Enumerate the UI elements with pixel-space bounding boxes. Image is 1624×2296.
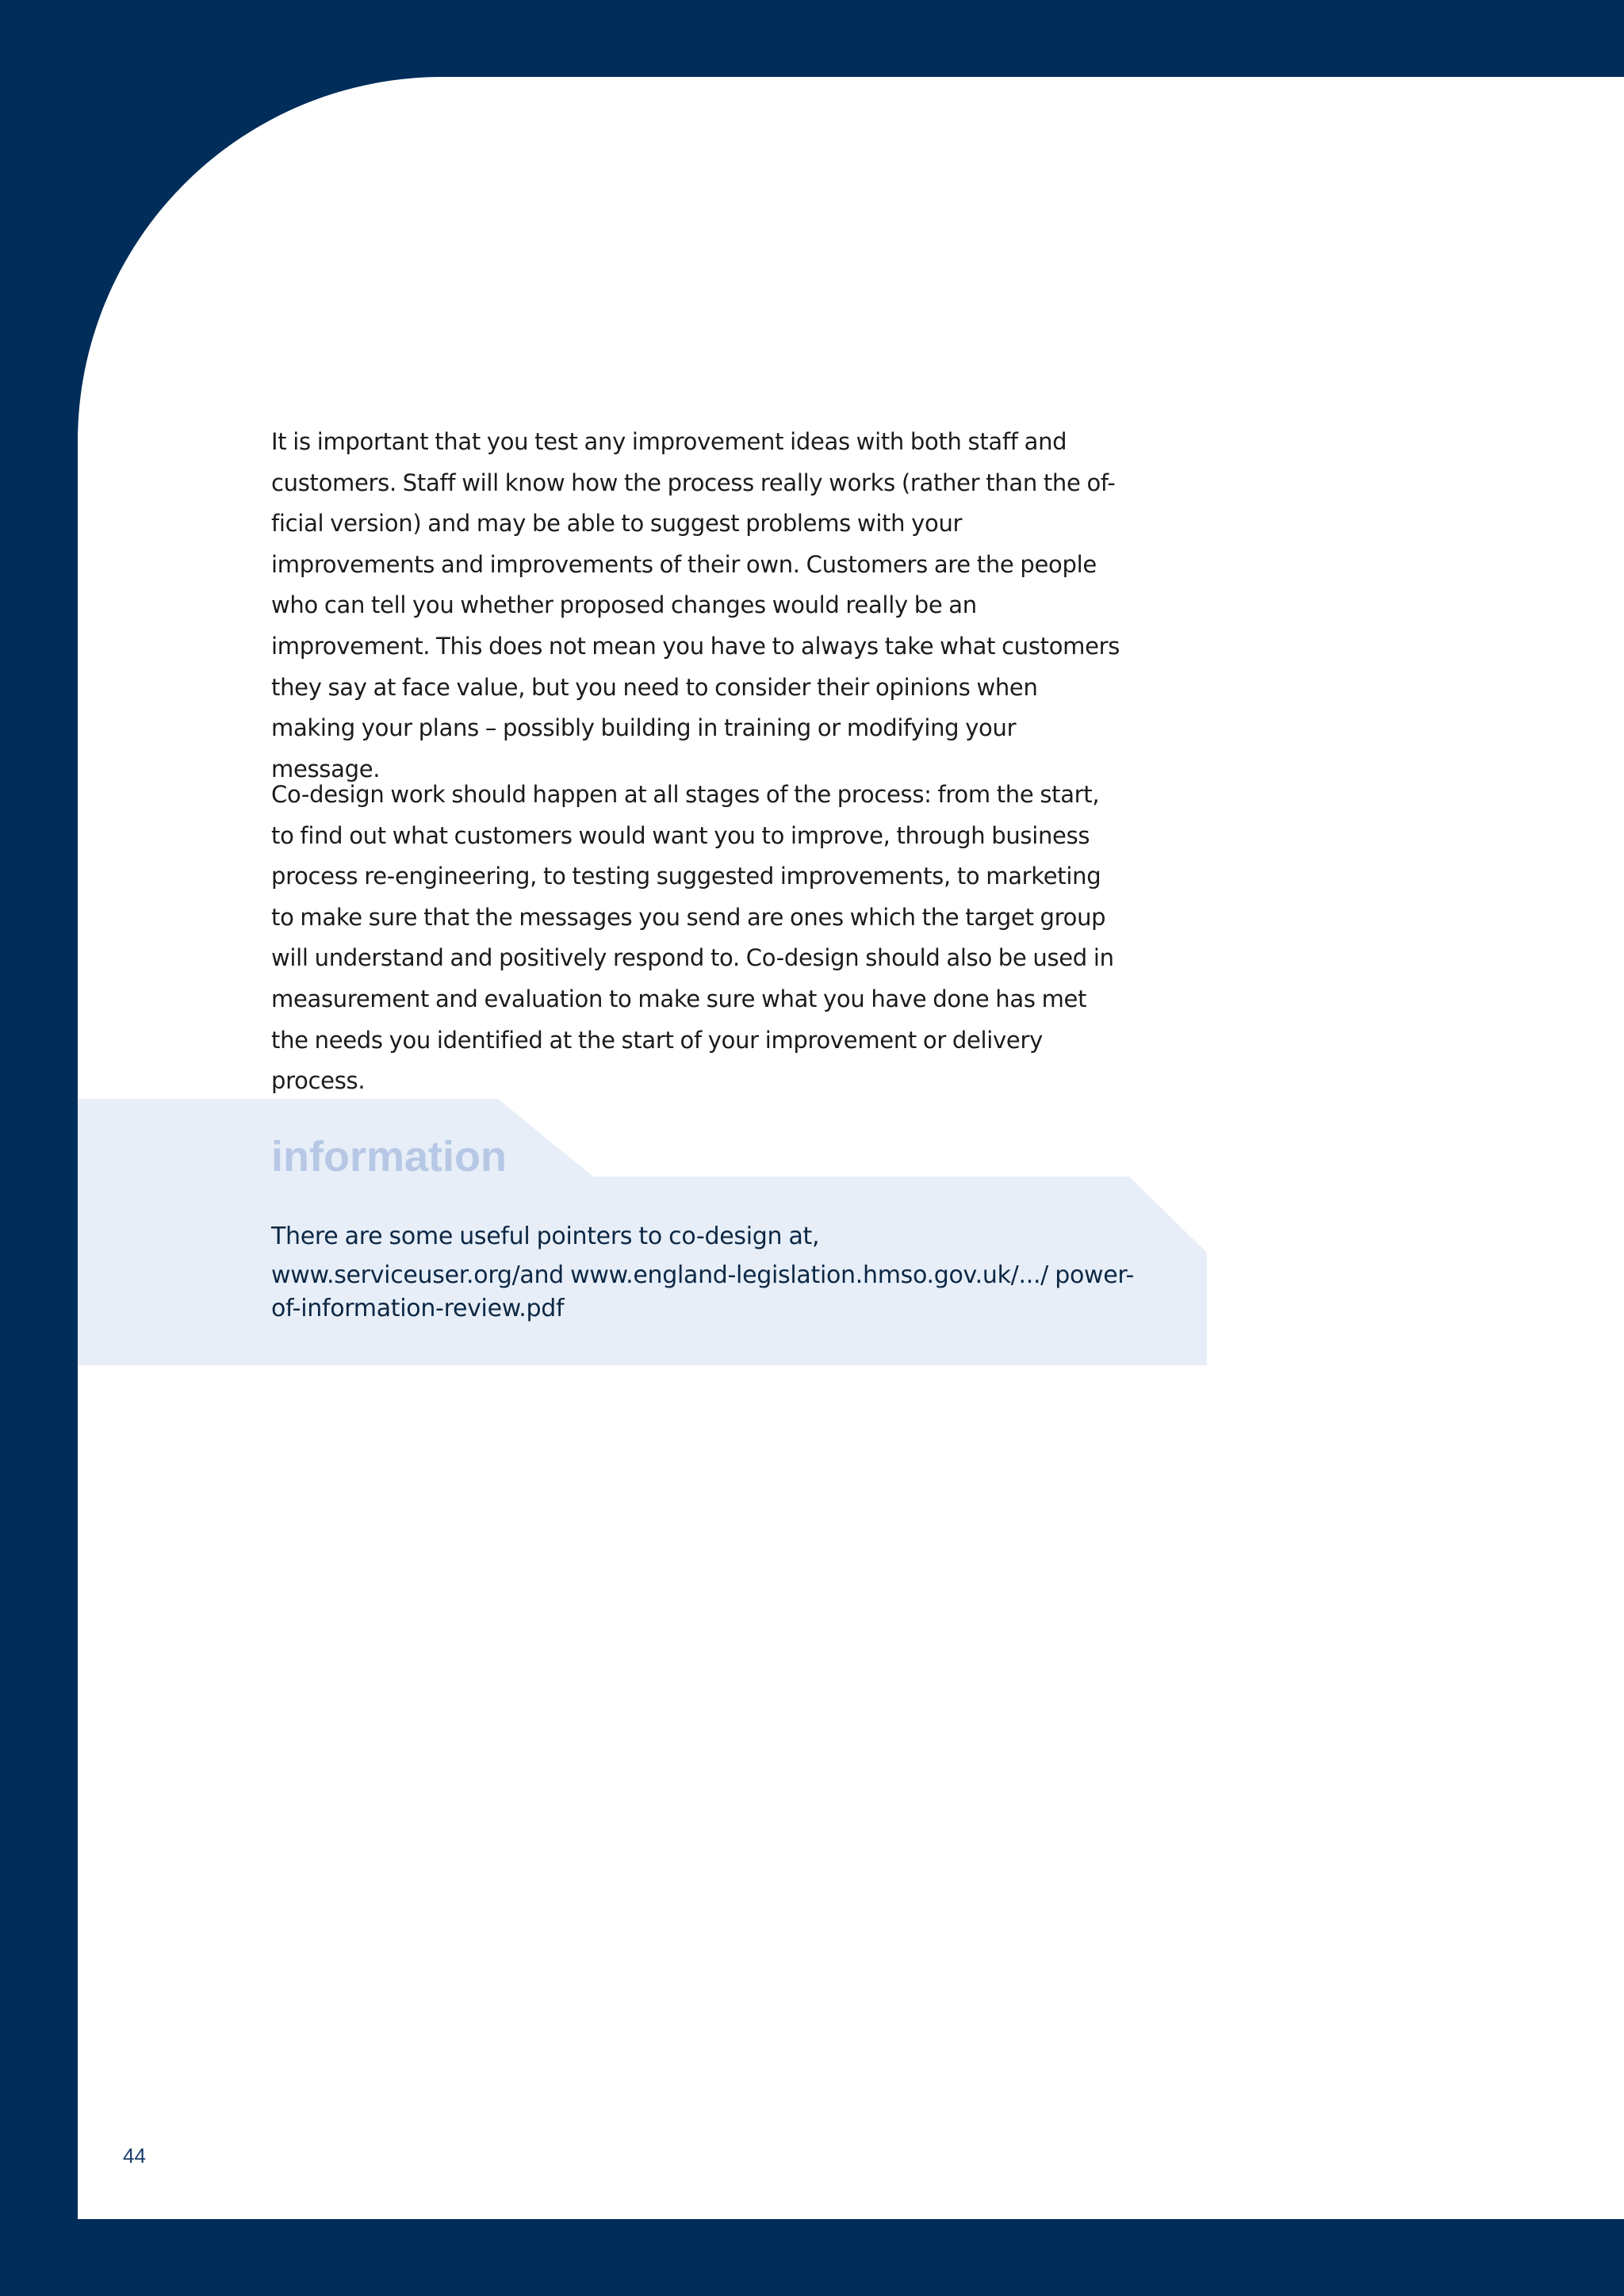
information-body bbox=[271, 1219, 1159, 1326]
information-heading: information bbox=[271, 1133, 507, 1181]
body-paragraph-1: It is important that you test any improvement ideas with both staff and customers. Staff will know how the process really works (rather than the of-ficial version) and may be able to suggest problems with your improvements and improvements of their own. Customers are the people who can tell you whether proposed changes would really be an improvement. This does not mean you have to always take what customers they say at face value, but you need to consider their opinions when making your plans – possibly building in training or modifying your message. bbox=[271, 428, 1120, 783]
information-intro: There are some useful pointers to co-design at, bbox=[271, 1223, 820, 1250]
body-paragraph-2: Co-design work should happen at all stages of the process: from the start, to find out what customers would want you to improve, through business process re-engineering, to testing suggested improvements, to marketing to make sure that the messages you send are ones which the target group will understand and positively respond to. Co-design should also be used in measurement and evaluation to make sure what you have done has met the needs you identified at the start of your improvement or delivery process. bbox=[271, 781, 1114, 1095]
information-links: www.serviceuser.org/and www.england-legislation.hmso.gov.uk/.../ power-of-information-review.pdf bbox=[271, 1261, 1135, 1322]
page-number: 44 bbox=[123, 2144, 146, 2168]
